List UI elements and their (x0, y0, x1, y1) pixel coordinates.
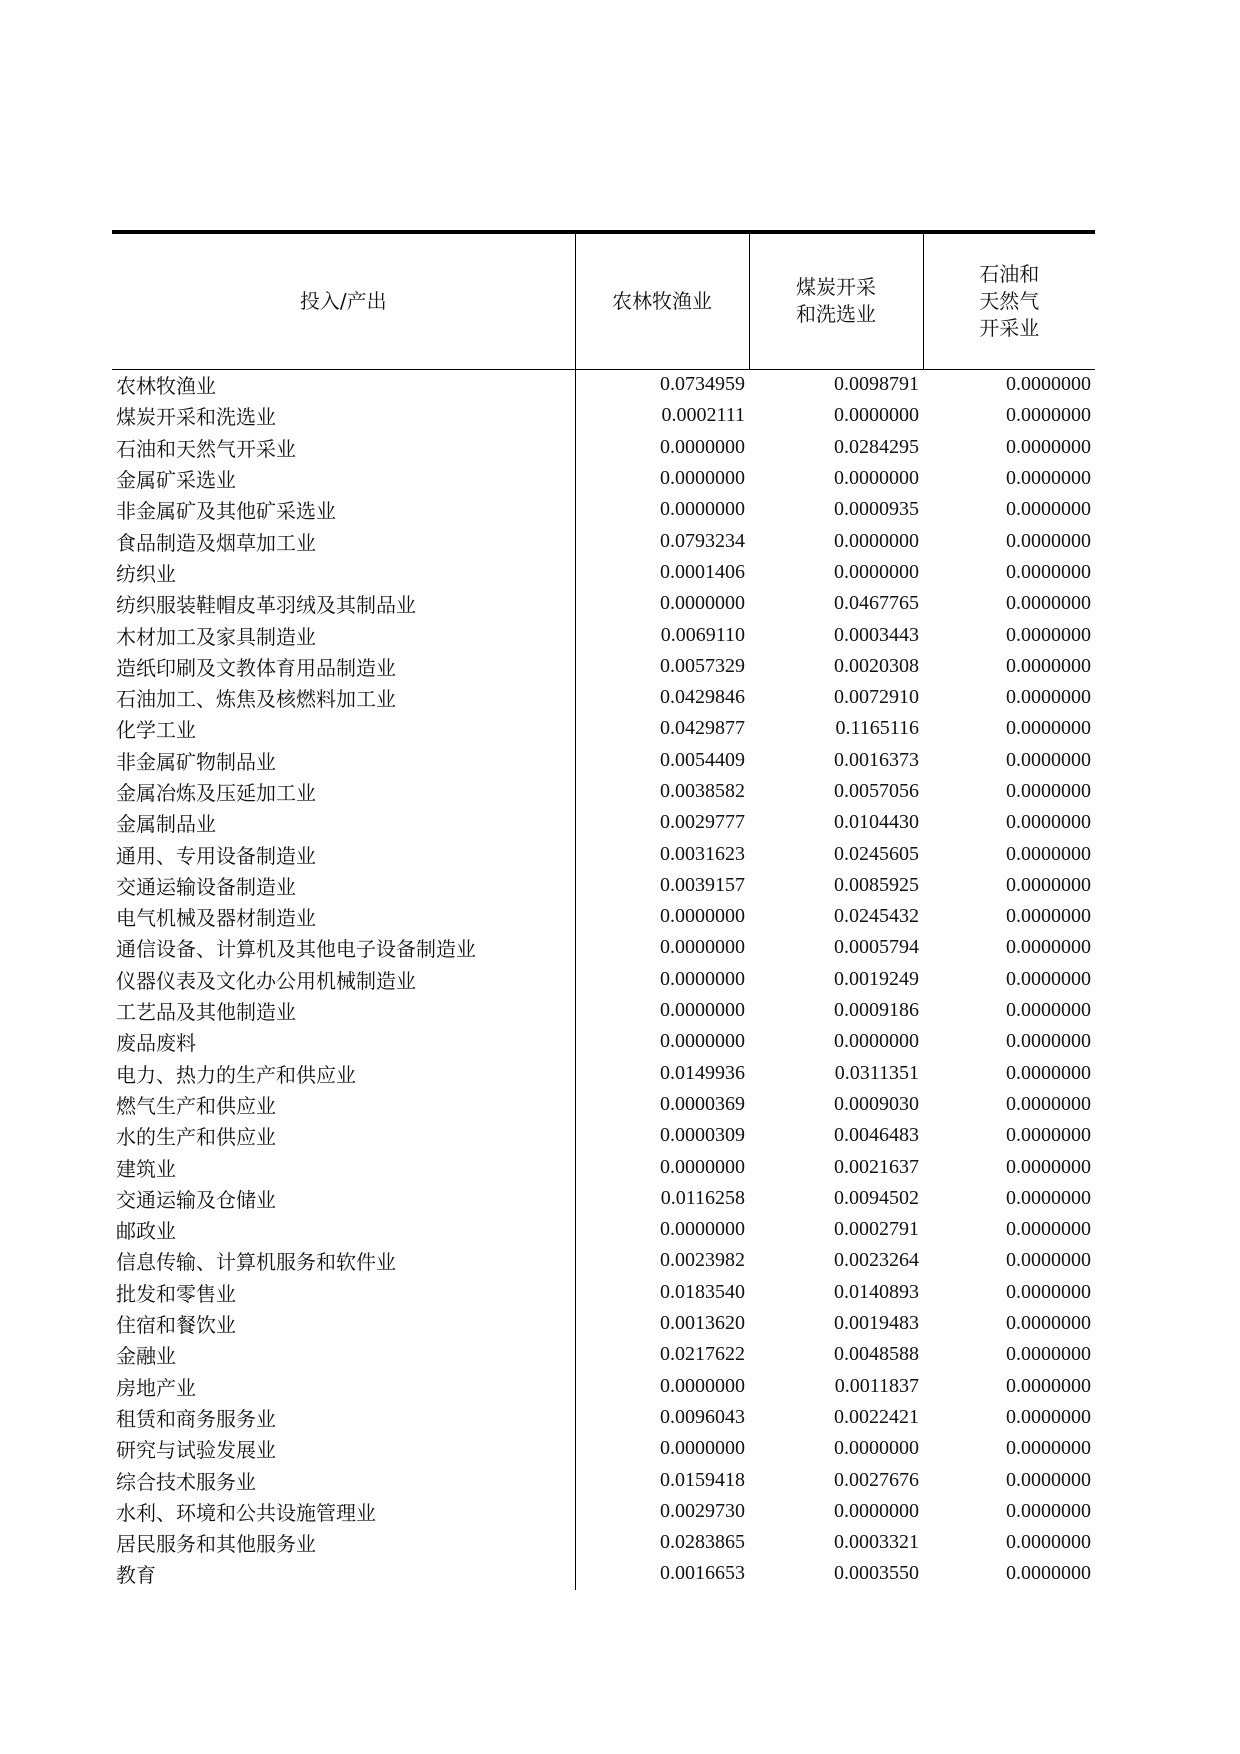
table-row (112, 1151, 1095, 1182)
value-cell: 0.0000369 (660, 1092, 745, 1115)
row-label: 石油和天然气开采业 (112, 432, 575, 463)
table-row (112, 619, 1095, 650)
value-cell: 0.0283865 (660, 1531, 745, 1554)
value-cell: 0.0000000 (1006, 498, 1091, 521)
value-cell: 0.0023264 (834, 1249, 919, 1272)
value-cell: 0.0069110 (660, 623, 745, 646)
value-cell: 0.0029730 (660, 1499, 745, 1522)
input-output-table (112, 230, 1095, 1590)
table-row (112, 1214, 1095, 1245)
value-cell: 0.0284295 (834, 435, 919, 458)
value-cell: 0.0057329 (660, 654, 745, 677)
table-row (112, 1089, 1095, 1120)
row-label: 金融业 (112, 1339, 575, 1370)
value-cell: 0.0149936 (660, 1061, 745, 1084)
value-cell: 0.0311351 (834, 1061, 919, 1084)
value-cell: 0.0000000 (1006, 1061, 1091, 1084)
row-label: 交通运输及仓储业 (112, 1183, 575, 1214)
row-label: 租赁和商务服务业 (112, 1402, 575, 1433)
value-cell: 0.0000000 (1006, 373, 1091, 396)
value-cell: 0.0000000 (1006, 1374, 1091, 1397)
value-cell: 0.0000000 (1006, 842, 1091, 865)
table-row (112, 1433, 1095, 1464)
value-cell: 0.0000000 (1006, 1124, 1091, 1147)
value-cell: 0.0429846 (660, 686, 745, 709)
value-cell: 0.0000000 (1006, 1405, 1091, 1428)
row-label: 批发和零售业 (112, 1277, 575, 1308)
value-cell: 0.0104430 (834, 811, 919, 834)
row-label: 信息传输、计算机服务和软件业 (112, 1245, 575, 1276)
table-row (112, 964, 1095, 995)
table-row (112, 1026, 1095, 1057)
row-label: 化学工业 (112, 713, 575, 744)
header-col-agriculture (575, 232, 749, 369)
value-cell: 0.0000000 (1006, 1499, 1091, 1522)
value-cell: 0.0000000 (1006, 404, 1091, 427)
row-label: 造纸印刷及文教体育用品制造业 (112, 651, 575, 682)
value-cell: 0.0000000 (660, 999, 745, 1022)
value-cell: 0.0003550 (834, 1562, 919, 1585)
value-cell: 0.0038582 (660, 780, 745, 802)
value-cell: 0.0000000 (834, 1437, 919, 1460)
value-cell: 0.0000000 (660, 467, 745, 490)
table-row (112, 651, 1095, 682)
value-cell: 0.0000000 (1006, 1249, 1091, 1272)
value-cell: 0.0000000 (1006, 435, 1091, 458)
row-label: 建筑业 (112, 1151, 575, 1182)
value-cell: 0.0000000 (1006, 780, 1091, 802)
header-line: 和洗选业 (796, 302, 876, 327)
table-row (112, 870, 1095, 901)
value-cell: 0.0000000 (660, 1374, 745, 1397)
value-cell: 0.0094502 (834, 1186, 919, 1209)
row-label: 居民服务和其他服务业 (112, 1527, 575, 1558)
value-cell: 0.0000309 (660, 1124, 745, 1147)
table-row (112, 1402, 1095, 1433)
value-cell: 0.0009186 (834, 999, 919, 1022)
value-cell: 0.0734959 (660, 373, 745, 396)
value-cell: 0.0000000 (834, 1499, 919, 1522)
table-row (112, 1527, 1095, 1558)
value-cell: 0.0000000 (1006, 905, 1091, 928)
row-label: 水利、环境和公共设施管理业 (112, 1496, 575, 1527)
table-row (112, 1464, 1095, 1495)
value-cell: 0.0000000 (834, 467, 919, 490)
row-label: 煤炭开采和洗选业 (112, 400, 575, 431)
row-label: 纺织服装鞋帽皮革羽绒及其制品业 (112, 588, 575, 619)
value-cell: 0.0000000 (1006, 686, 1091, 709)
value-cell: 0.0057056 (834, 780, 919, 802)
header-line: 天然气 (979, 288, 1040, 313)
value-cell: 0.0046483 (834, 1124, 919, 1147)
value-cell: 0.0000000 (834, 529, 919, 552)
table-row (112, 932, 1095, 963)
table-row (112, 557, 1095, 588)
table-row (112, 1058, 1095, 1089)
value-cell: 0.0183540 (660, 1280, 745, 1303)
table-row (112, 1371, 1095, 1402)
value-cell: 0.0000000 (1006, 560, 1091, 583)
value-cell: 0.0000000 (660, 498, 745, 521)
value-cell: 0.0159418 (660, 1468, 745, 1491)
value-cell: 0.0000000 (660, 905, 745, 928)
value-cell: 0.0000000 (660, 936, 745, 959)
value-cell: 0.0000000 (1006, 717, 1091, 740)
value-cell: 0.0000000 (1006, 529, 1091, 552)
header-line: 煤炭开采 (796, 275, 876, 300)
value-cell: 0.0000000 (1006, 1562, 1091, 1585)
value-cell: 0.0217622 (660, 1343, 745, 1366)
row-label: 水的生产和供应业 (112, 1120, 575, 1151)
value-cell: 0.0000935 (834, 498, 919, 521)
value-cell: 0.0000000 (1006, 811, 1091, 834)
row-label: 金属冶炼及压延加工业 (112, 776, 575, 807)
row-label: 交通运输设备制造业 (112, 870, 575, 901)
value-cell: 0.0016653 (660, 1562, 745, 1585)
row-label: 综合技术服务业 (112, 1464, 575, 1495)
value-cell: 0.0000000 (1006, 1531, 1091, 1554)
row-label: 燃气生产和供应业 (112, 1089, 575, 1120)
value-cell: 0.0002791 (834, 1218, 919, 1241)
value-cell: 0.0000000 (660, 967, 745, 990)
row-label: 纺织业 (112, 557, 575, 588)
value-cell: 0.0000000 (1006, 1155, 1091, 1178)
table-row (112, 494, 1095, 525)
value-cell: 0.0003321 (834, 1531, 919, 1554)
header-line: 农林牧渔业 (612, 288, 712, 313)
value-cell: 0.0000000 (1006, 1092, 1091, 1115)
table-row (112, 1308, 1095, 1339)
table-row (112, 588, 1095, 619)
value-cell: 0.0039157 (660, 873, 745, 896)
value-cell: 0.0021637 (834, 1155, 919, 1178)
value-cell: 0.0000000 (1006, 999, 1091, 1022)
table-row (112, 1496, 1095, 1527)
value-cell: 0.0002111 (661, 404, 745, 427)
value-cell: 0.0000000 (1006, 1437, 1091, 1460)
row-label: 木材加工及家具制造业 (112, 619, 575, 650)
value-cell: 0.1165116 (835, 717, 919, 740)
row-label: 住宿和餐饮业 (112, 1308, 575, 1339)
value-cell: 0.0000000 (1006, 748, 1091, 771)
value-cell: 0.0245432 (834, 905, 919, 928)
table-row (112, 838, 1095, 869)
row-label: 金属矿采选业 (112, 463, 575, 494)
header-col-oil-gas (923, 232, 1095, 369)
value-cell: 0.0003443 (834, 623, 919, 646)
value-cell: 0.0020308 (834, 654, 919, 677)
value-cell: 0.0001406 (660, 560, 745, 583)
value-cell: 0.0000000 (834, 404, 919, 427)
row-label: 通用、专用设备制造业 (112, 838, 575, 869)
table-row (112, 1183, 1095, 1214)
row-label: 通信设备、计算机及其他电子设备制造业 (112, 932, 575, 963)
table-row (112, 1558, 1095, 1589)
table-row (112, 1245, 1095, 1276)
table-row (112, 400, 1095, 431)
row-label: 工艺品及其他制造业 (112, 995, 575, 1026)
value-cell: 0.0000000 (660, 1437, 745, 1460)
table-row (112, 1277, 1095, 1308)
value-cell: 0.0000000 (1006, 467, 1091, 490)
row-label: 石油加工、炼焦及核燃料加工业 (112, 682, 575, 713)
table-row (112, 1120, 1095, 1151)
value-cell: 0.0000000 (1006, 1343, 1091, 1366)
value-cell: 0.0023982 (660, 1249, 745, 1272)
row-label: 邮政业 (112, 1214, 575, 1245)
value-cell: 0.0016373 (834, 748, 919, 771)
row-label: 农林牧渔业 (112, 369, 575, 400)
table-body (112, 369, 1095, 1590)
value-cell: 0.0000000 (660, 1030, 745, 1053)
value-cell: 0.0027676 (834, 1468, 919, 1491)
value-cell: 0.0011837 (834, 1374, 919, 1397)
value-cell: 0.0000000 (660, 592, 745, 615)
value-cell: 0.0140893 (834, 1280, 919, 1303)
table-row (112, 463, 1095, 494)
value-cell: 0.0022421 (834, 1405, 919, 1428)
value-cell: 0.0000000 (834, 560, 919, 583)
value-cell: 0.0000000 (1006, 967, 1091, 990)
value-cell: 0.0000000 (1006, 936, 1091, 959)
header-line: 石油和 (979, 261, 1040, 286)
value-cell: 0.0019483 (834, 1312, 919, 1335)
value-cell: 0.0009030 (834, 1092, 919, 1115)
table-row (112, 713, 1095, 744)
value-cell: 0.0054409 (660, 748, 745, 771)
value-cell: 0.0000000 (660, 435, 745, 458)
table-row (112, 682, 1095, 713)
value-cell: 0.0000000 (660, 1155, 745, 1178)
row-label: 金属制品业 (112, 807, 575, 838)
table-row (112, 901, 1095, 932)
value-cell: 0.0245605 (834, 842, 919, 865)
value-cell: 0.0096043 (660, 1405, 745, 1428)
table-row (112, 1339, 1095, 1370)
value-cell: 0.0013620 (660, 1312, 745, 1335)
row-label: 非金属矿及其他矿采选业 (112, 494, 575, 525)
value-cell: 0.0000000 (1006, 1468, 1091, 1491)
value-cell: 0.0467765 (834, 592, 919, 615)
value-cell: 0.0031623 (660, 842, 745, 865)
value-cell: 0.0072910 (834, 686, 919, 709)
value-cell: 0.0085925 (834, 873, 919, 896)
value-cell: 0.0429877 (660, 717, 745, 740)
table-row (112, 776, 1095, 807)
value-cell: 0.0000000 (1006, 1218, 1091, 1241)
value-cell: 0.0116258 (660, 1186, 745, 1209)
value-cell: 0.0000000 (1006, 1312, 1091, 1335)
row-label: 房地产业 (112, 1371, 575, 1402)
value-cell: 0.0000000 (1006, 873, 1091, 896)
row-label: 废品废料 (112, 1026, 575, 1057)
table-row (112, 995, 1095, 1026)
row-label: 研究与试验发展业 (112, 1433, 575, 1464)
value-cell: 0.0029777 (660, 811, 745, 834)
value-cell: 0.0000000 (1006, 1280, 1091, 1303)
value-cell: 0.0793234 (660, 529, 745, 552)
value-cell: 0.0005794 (834, 936, 919, 959)
row-label: 电力、热力的生产和供应业 (112, 1058, 575, 1089)
value-cell: 0.0000000 (1006, 592, 1091, 615)
table-header-row (112, 232, 1095, 369)
value-cell: 0.0000000 (1006, 1186, 1091, 1209)
header-line: 开采业 (979, 315, 1040, 340)
value-cell: 0.0000000 (660, 1218, 745, 1241)
value-cell: 0.0000000 (1006, 623, 1091, 646)
value-cell: 0.0048588 (834, 1343, 919, 1366)
row-label: 非金属矿物制品业 (112, 745, 575, 776)
table-row (112, 525, 1095, 556)
value-cell: 0.0019249 (834, 967, 919, 990)
table-row (112, 369, 1095, 400)
row-label: 电气机械及器材制造业 (112, 901, 575, 932)
table-row (112, 745, 1095, 776)
table-row (112, 807, 1095, 838)
table-row (112, 432, 1095, 463)
row-label: 食品制造及烟草加工业 (112, 525, 575, 556)
header-corner-cell: 投入/产出 (112, 232, 575, 369)
value-cell: 0.0098791 (834, 373, 919, 396)
row-label: 仪器仪表及文化办公用机械制造业 (112, 964, 575, 995)
value-cell: 0.0000000 (1006, 1030, 1091, 1053)
value-cell: 0.0000000 (1006, 654, 1091, 677)
value-cell: 0.0000000 (834, 1030, 919, 1053)
header-col-coal-mining (749, 232, 923, 369)
row-label: 教育 (112, 1558, 575, 1589)
